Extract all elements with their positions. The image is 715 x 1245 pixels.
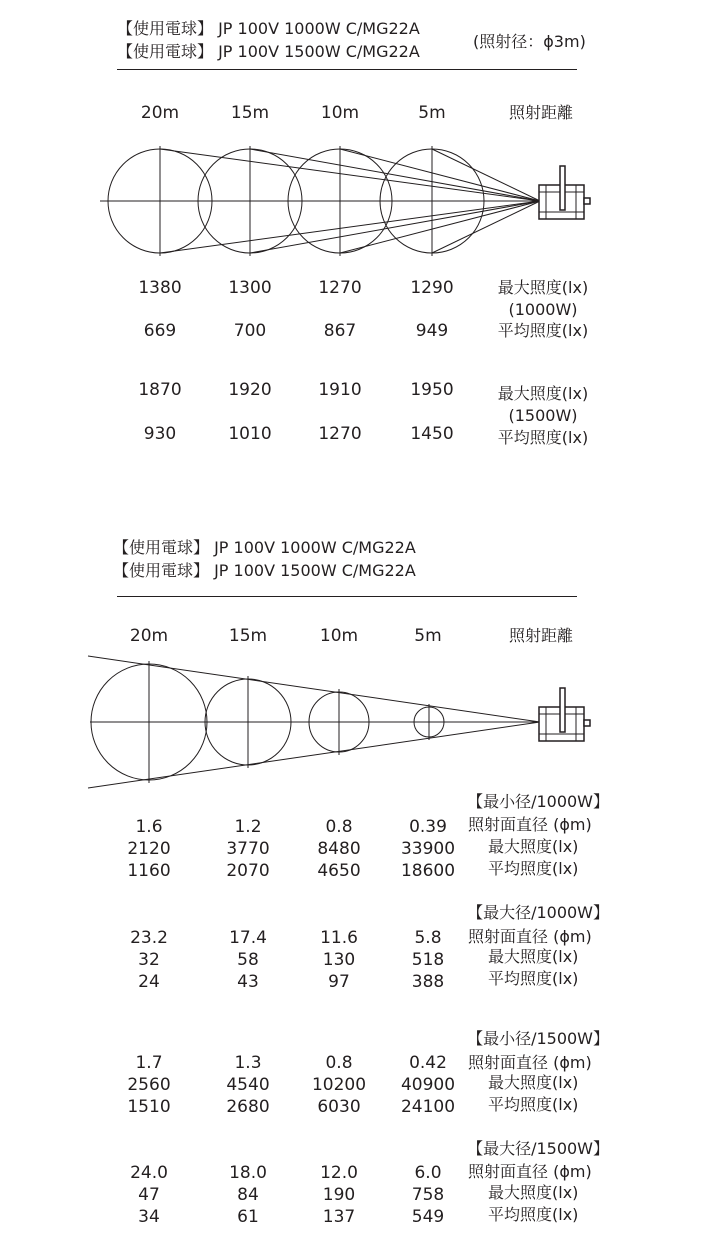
bottom-g1-avg-5m: 18600 — [400, 861, 456, 881]
bottom-g1-diam-5m: 0.39 — [409, 817, 447, 837]
top-g2-max-5m: 1950 — [410, 380, 454, 400]
bottom-g4-diam-20m: 24.0 — [130, 1163, 168, 1183]
top-lamp-line-2: 【使用電球】 JP 100V 1500W C/MG22A — [117, 42, 420, 61]
bottom-g3-diam-20m: 1.7 — [135, 1053, 163, 1073]
bottom-g2-max-10m: 130 — [322, 950, 356, 970]
bottom-g3-avg-15m: 2680 — [226, 1097, 270, 1117]
top-g2-avg-15m: 1010 — [228, 424, 272, 444]
bottom-distance-15m: 15m — [228, 626, 268, 646]
bottom-g2-diam-15m: 17.4 — [229, 928, 267, 948]
top-distance-15m: 15m — [230, 103, 270, 123]
top-g1-max-20m: 1380 — [138, 278, 182, 298]
top-lamp-line-1: 【使用電球】 JP 100V 1000W C/MG22A — [117, 19, 420, 38]
bottom-g4-diam-15m: 18.0 — [229, 1163, 267, 1183]
top-g2-max-label: 最大照度(lx) — [497, 384, 589, 403]
bottom-beam-diagram — [0, 650, 715, 800]
top-g2-avg-label: 平均照度(lx) — [497, 428, 589, 447]
bottom-g2-avg-10m: 97 — [328, 972, 350, 992]
bottom-g4-diam-label: 照射面直径 (ϕm) — [468, 1162, 592, 1181]
bottom-g1-max-20m: 2120 — [127, 839, 171, 859]
bottom-g1-diam-10m: 0.8 — [325, 817, 353, 837]
bottom-g2-max-5m: 518 — [411, 950, 445, 970]
bottom-divider — [117, 596, 577, 597]
bottom-g4-max-10m: 190 — [322, 1185, 356, 1205]
top-g1-max-15m: 1300 — [228, 278, 272, 298]
bottom-distance-5m: 5m — [414, 626, 442, 646]
bottom-g3-diam-label: 照射面直径 (ϕm) — [468, 1053, 592, 1072]
bottom-distance-label: 照射距離 — [508, 626, 574, 645]
bottom-g4-max-20m: 47 — [138, 1185, 160, 1205]
bottom-g1-title: 【最小径/1000W】 — [467, 792, 609, 811]
bottom-g3-max-20m: 2560 — [127, 1075, 171, 1095]
top-g1-max-10m: 1270 — [318, 278, 362, 298]
top-g2-avg-20m: 930 — [143, 424, 177, 444]
bottom-g1-avg-15m: 2070 — [226, 861, 270, 881]
top-floodlight-icon — [539, 166, 590, 219]
top-g2-avg-10m: 1270 — [318, 424, 362, 444]
top-g2-max-10m: 1910 — [318, 380, 362, 400]
top-g1-avg-15m: 700 — [233, 321, 267, 341]
top-g1-avg-5m: 949 — [415, 321, 449, 341]
bottom-g4-avg-15m: 61 — [237, 1207, 259, 1227]
bottom-g3-avg-10m: 6030 — [317, 1097, 361, 1117]
bottom-g2-diam-5m: 5.8 — [414, 928, 442, 948]
bottom-distance-10m: 10m — [319, 626, 359, 646]
bottom-g1-avg-20m: 1160 — [127, 861, 171, 881]
top-g1-max-label: 最大照度(lx) — [497, 278, 589, 297]
bottom-g3-title: 【最小径/1500W】 — [467, 1029, 609, 1048]
top-distance-label: 照射距離 — [508, 103, 574, 122]
bottom-g3-avg-label: 平均照度(lx) — [488, 1095, 579, 1114]
top-g2-wattage: (1500W) — [508, 406, 578, 425]
bottom-distance-20m: 20m — [129, 626, 169, 646]
bottom-g4-avg-5m: 549 — [411, 1207, 445, 1227]
top-g1-max-5m: 1290 — [410, 278, 454, 298]
bottom-g1-diam-15m: 1.2 — [234, 817, 262, 837]
bottom-g1-max-10m: 8480 — [317, 839, 361, 859]
bottom-g1-diam-20m: 1.6 — [135, 817, 163, 837]
bottom-g2-diam-20m: 23.2 — [130, 928, 168, 948]
bottom-g4-max-label: 最大照度(lx) — [488, 1183, 579, 1202]
bottom-g1-max-15m: 3770 — [226, 839, 270, 859]
bottom-g2-title: 【最大径/1000W】 — [467, 903, 609, 922]
bottom-g1-avg-label: 平均照度(lx) — [488, 859, 579, 878]
bottom-g4-avg-label: 平均照度(lx) — [488, 1205, 579, 1224]
bottom-g2-diam-10m: 11.6 — [320, 928, 358, 948]
bottom-g3-avg-20m: 1510 — [127, 1097, 171, 1117]
bottom-lamp-line-2: 【使用電球】 JP 100V 1500W C/MG22A — [113, 561, 416, 580]
top-distance-5m: 5m — [418, 103, 446, 123]
bottom-g3-max-5m: 40900 — [400, 1075, 456, 1095]
top-g1-avg-10m: 867 — [323, 321, 357, 341]
top-g1-wattage: (1000W) — [508, 300, 578, 319]
bottom-g4-diam-5m: 6.0 — [414, 1163, 442, 1183]
bottom-g2-diam-label: 照射面直径 (ϕm) — [468, 927, 592, 946]
top-g2-max-20m: 1870 — [138, 380, 182, 400]
bottom-g4-max-15m: 84 — [237, 1185, 259, 1205]
top-spot-note: (照射径：ϕ3m) — [473, 32, 586, 51]
top-distance-10m: 10m — [320, 103, 360, 123]
bottom-g4-title: 【最大径/1500W】 — [467, 1139, 609, 1158]
bottom-g4-diam-10m: 12.0 — [320, 1163, 358, 1183]
bottom-g2-avg-20m: 24 — [138, 972, 160, 992]
top-g1-avg-label: 平均照度(lx) — [497, 321, 589, 340]
top-divider — [117, 69, 577, 70]
bottom-g3-diam-10m: 0.8 — [325, 1053, 353, 1073]
bottom-g2-max-15m: 58 — [237, 950, 259, 970]
bottom-g1-avg-10m: 4650 — [317, 861, 361, 881]
bottom-g3-max-label: 最大照度(lx) — [488, 1073, 579, 1092]
bottom-g3-avg-5m: 24100 — [400, 1097, 456, 1117]
bottom-g4-avg-10m: 137 — [322, 1207, 356, 1227]
bottom-g3-diam-15m: 1.3 — [234, 1053, 262, 1073]
top-beam-diagram — [0, 130, 715, 280]
top-g2-avg-5m: 1450 — [410, 424, 454, 444]
bottom-g2-avg-label: 平均照度(lx) — [488, 969, 579, 988]
bottom-g1-max-5m: 33900 — [400, 839, 456, 859]
bottom-g4-avg-20m: 34 — [138, 1207, 160, 1227]
bottom-lamp-line-1: 【使用電球】 JP 100V 1000W C/MG22A — [113, 538, 416, 557]
bottom-g3-max-15m: 4540 — [226, 1075, 270, 1095]
bottom-g3-diam-5m: 0.42 — [409, 1053, 447, 1073]
bottom-g2-avg-5m: 388 — [411, 972, 445, 992]
bottom-g2-max-20m: 32 — [138, 950, 160, 970]
bottom-floodlight-icon — [539, 688, 590, 741]
top-g1-avg-20m: 669 — [143, 321, 177, 341]
bottom-g1-diam-label: 照射面直径 (ϕm) — [468, 815, 592, 834]
bottom-g4-max-5m: 758 — [411, 1185, 445, 1205]
bottom-g2-max-label: 最大照度(lx) — [488, 947, 579, 966]
bottom-g1-max-label: 最大照度(lx) — [488, 837, 579, 856]
bottom-g3-max-10m: 10200 — [311, 1075, 367, 1095]
top-distance-20m: 20m — [140, 103, 180, 123]
top-g2-max-15m: 1920 — [228, 380, 272, 400]
bottom-g2-avg-15m: 43 — [237, 972, 259, 992]
